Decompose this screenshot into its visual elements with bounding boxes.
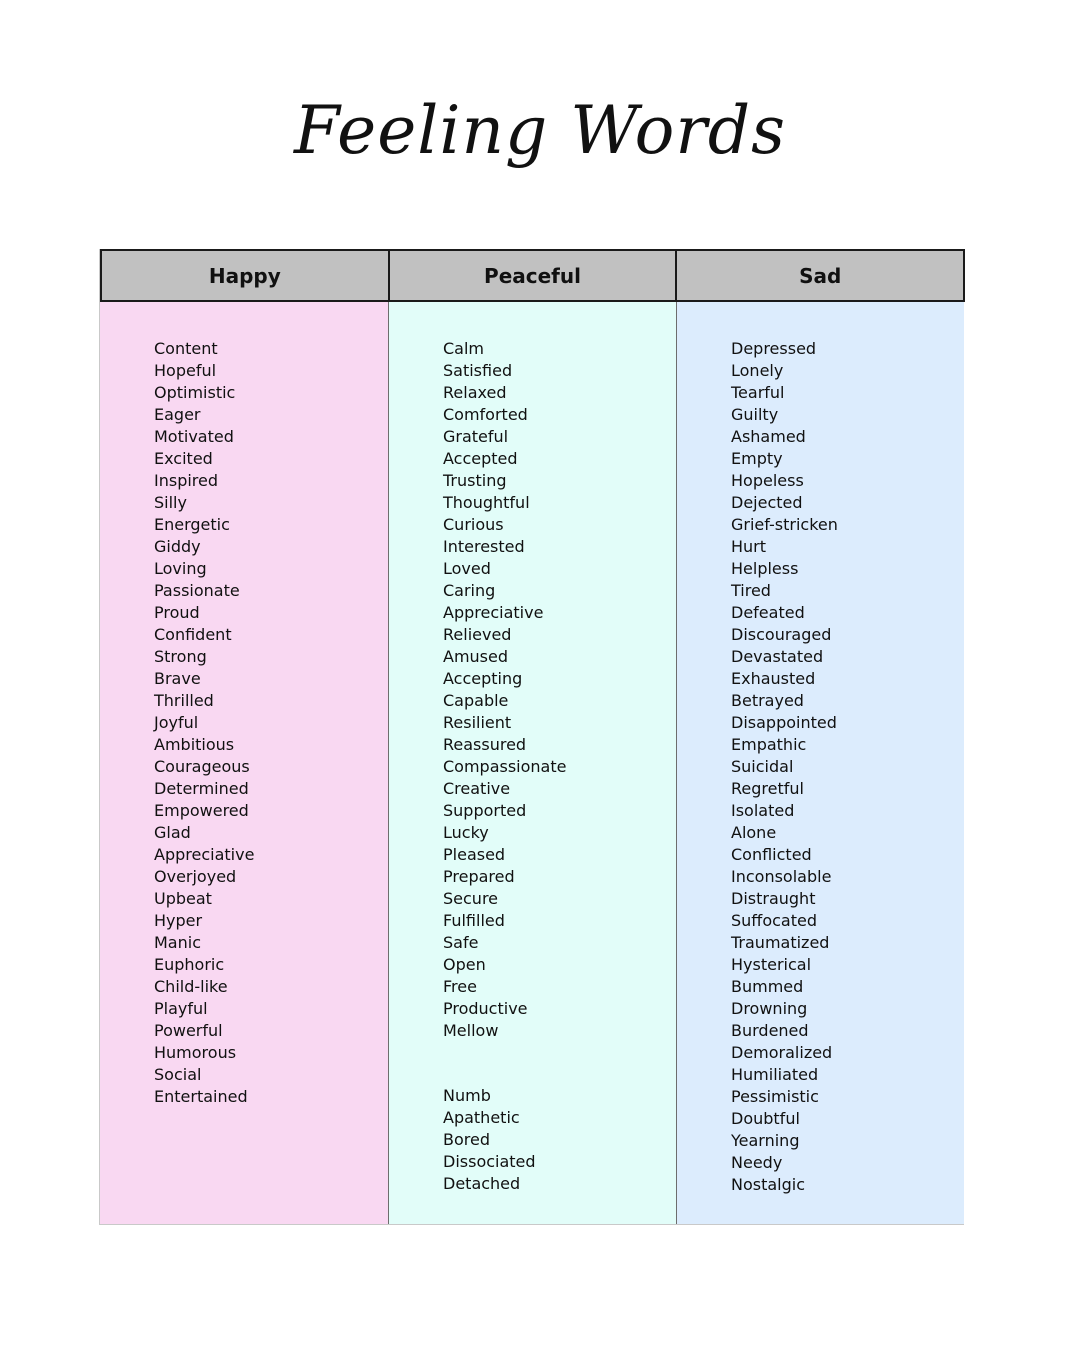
word-item: Appreciative (443, 603, 544, 622)
word-item: Apathetic (443, 1108, 520, 1127)
word-item: Pessimistic (731, 1087, 819, 1106)
word-item: Suicidal (731, 757, 794, 776)
word-item: Resilient (443, 713, 512, 732)
word-item: Overjoyed (154, 867, 237, 886)
word-item: Manic (154, 933, 201, 952)
word-item: Satisfied (443, 361, 513, 380)
word-item: Silly (154, 493, 187, 512)
word-item: Guilty (731, 405, 779, 424)
word-item: Playful (154, 999, 208, 1018)
word-item: Humiliated (731, 1065, 819, 1084)
word-item: Bummed (731, 977, 804, 996)
word-item: Inspired (154, 471, 219, 490)
word-item: Alone (731, 823, 777, 842)
word-item: Comforted (443, 405, 528, 424)
word-item: Determined (154, 779, 249, 798)
word-item: Conflicted (731, 845, 812, 864)
word-item: Loving (154, 559, 207, 578)
word-item: Giddy (154, 537, 201, 556)
word-item: Lonely (731, 361, 784, 380)
word-item: Powerful (154, 1021, 223, 1040)
word-item: Grateful (443, 427, 509, 446)
word-item: Traumatized (731, 933, 830, 952)
word-item: Doubtful (731, 1109, 800, 1128)
word-item: Calm (443, 339, 485, 358)
word-item: Euphoric (154, 955, 225, 974)
word-item: Safe (443, 933, 479, 952)
word-item: Grief-stricken (731, 515, 838, 534)
word-item: Trusting (443, 471, 507, 490)
word-item: Inconsolable (731, 867, 832, 886)
word-item: Demoralized (731, 1043, 833, 1062)
peaceful-word-list (443, 338, 566, 1042)
word-item: Depressed (731, 339, 817, 358)
word-item: Thrilled (154, 691, 214, 710)
word-item: Hysterical (731, 955, 812, 974)
word-item: Reassured (443, 735, 527, 754)
word-item: Glad (154, 823, 191, 842)
word-item: Compassionate (443, 757, 567, 776)
word-item: Hurt (731, 537, 767, 556)
word-item: Passionate (154, 581, 240, 600)
word-item: Secure (443, 889, 499, 908)
word-item: Proud (154, 603, 200, 622)
word-item: Isolated (731, 801, 795, 820)
sad-word-list (731, 338, 838, 1196)
word-item: Detached (443, 1174, 521, 1193)
word-item: Curious (443, 515, 504, 534)
word-item: Discouraged (731, 625, 832, 644)
word-item: Yearning (731, 1131, 800, 1150)
word-item: Appreciative (154, 845, 255, 864)
word-item: Defeated (731, 603, 805, 622)
word-item: Burdened (731, 1021, 809, 1040)
word-item: Entertained (154, 1087, 248, 1106)
word-item: Lucky (443, 823, 489, 842)
word-item: Thoughtful (443, 493, 530, 512)
word-item: Creative (443, 779, 511, 798)
word-item: Disappointed (731, 713, 837, 732)
happy-word-list (154, 338, 254, 1108)
word-item: Ashamed (731, 427, 806, 446)
word-item: Accepted (443, 449, 518, 468)
word-item: Dejected (731, 493, 803, 512)
header-happy: Happy (208, 263, 281, 288)
word-item: Capable (443, 691, 509, 710)
word-item: Mellow (443, 1021, 499, 1040)
word-item: Hopeful (154, 361, 217, 380)
word-item: Accepting (443, 669, 523, 688)
word-item: Tearful (731, 383, 785, 402)
word-item: Productive (443, 999, 528, 1018)
word-item: Upbeat (154, 889, 212, 908)
word-item: Excited (154, 449, 213, 468)
column-peaceful (388, 302, 676, 1224)
word-item: Eager (154, 405, 201, 424)
table-header-row (100, 249, 965, 302)
word-item: Open (443, 955, 486, 974)
word-item: Needy (731, 1153, 783, 1172)
column-happy (100, 302, 388, 1224)
word-item: Free (443, 977, 477, 996)
word-item: Devastated (731, 647, 824, 666)
word-item: Joyful (154, 713, 199, 732)
word-item: Confident (154, 625, 232, 644)
word-item: Supported (443, 801, 527, 820)
word-item: Humorous (154, 1043, 237, 1062)
word-item: Loved (443, 559, 491, 578)
word-item: Child-like (154, 977, 228, 996)
word-item: Suffocated (731, 911, 817, 930)
word-item: Bored (443, 1130, 490, 1149)
word-item: Drowning (731, 999, 808, 1018)
word-item: Social (154, 1065, 202, 1084)
word-item: Empowered (154, 801, 249, 820)
word-item: Relieved (443, 625, 512, 644)
word-item: Strong (154, 647, 207, 666)
word-item: Amused (443, 647, 509, 666)
word-item: Ambitious (154, 735, 235, 754)
word-item: Content (154, 339, 218, 358)
word-item: Energetic (154, 515, 230, 534)
word-item: Regretful (731, 779, 804, 798)
word-item: Caring (443, 581, 496, 600)
page-title: Feeling Words (293, 92, 786, 169)
word-item: Motivated (154, 427, 234, 446)
word-item: Relaxed (443, 383, 507, 402)
word-item: Exhausted (731, 669, 816, 688)
word-item: Numb (443, 1086, 491, 1105)
word-item: Pleased (443, 845, 506, 864)
header-peaceful: Peaceful (388, 251, 676, 300)
word-item: Hyper (154, 911, 203, 930)
word-item: Empty (731, 449, 783, 468)
word-item: Optimistic (154, 383, 236, 402)
header-sad: Sad (675, 251, 963, 300)
word-item: Helpless (731, 559, 799, 578)
word-item: Dissociated (443, 1152, 536, 1171)
word-item: Interested (443, 537, 525, 556)
word-item: Empathic (731, 735, 807, 754)
column-sad (676, 302, 964, 1224)
word-item: Fulfilled (443, 911, 505, 930)
word-item: Nostalgic (731, 1175, 806, 1194)
word-item: Prepared (443, 867, 515, 886)
peaceful-extra-word-list (443, 1085, 536, 1195)
word-item: Betrayed (731, 691, 804, 710)
word-item: Brave (154, 669, 201, 688)
feeling-words-table (99, 249, 964, 1225)
word-item: Distraught (731, 889, 816, 908)
word-item: Tired (731, 581, 771, 600)
word-item: Hopeless (731, 471, 804, 490)
word-item: Courageous (154, 757, 250, 776)
